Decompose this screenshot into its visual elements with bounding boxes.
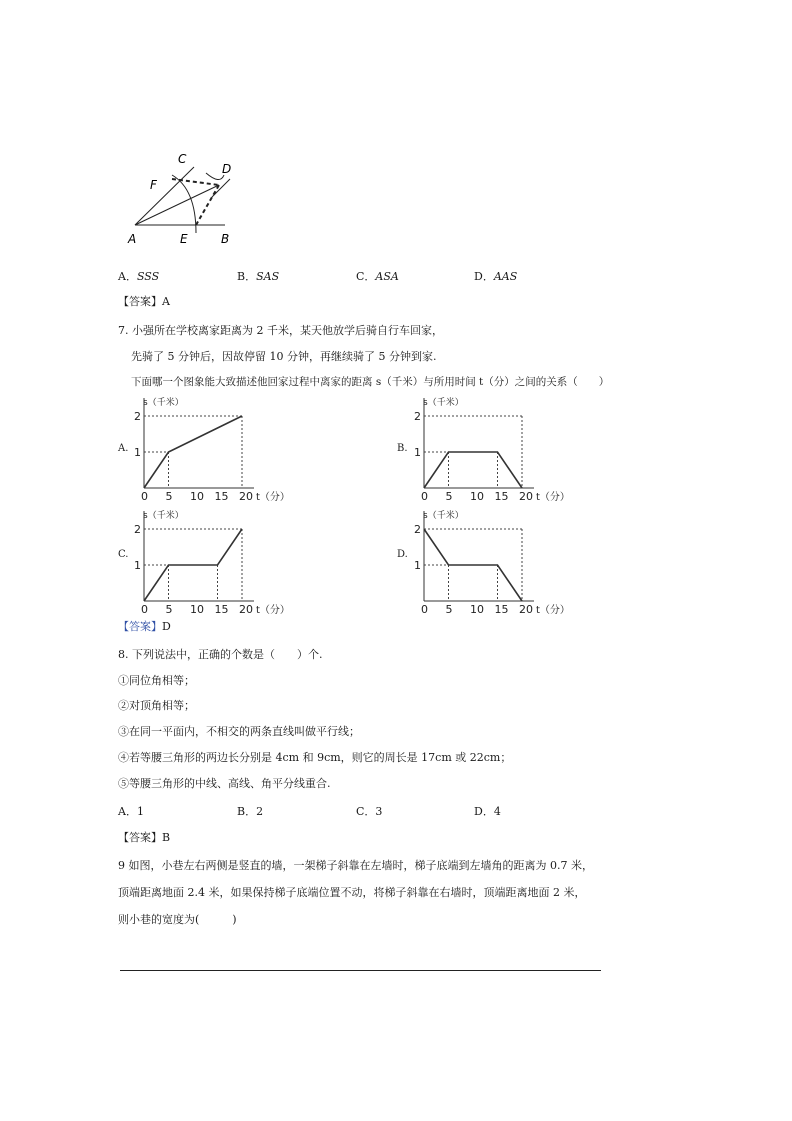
y-tick-label: 1: [134, 446, 141, 459]
q8-answer: 【答案】B: [118, 831, 171, 844]
x-axis-label: t（分）: [256, 492, 290, 502]
x-tick-label: 10: [190, 490, 204, 502]
q8-item-2: ②对顶角相等；: [118, 699, 195, 712]
ray-ac: [135, 167, 194, 225]
series-line: [144, 529, 242, 601]
q9-line2: 顶端距离地面 2.4 米，如果保持梯子底端位置不动，将梯子斜靠在右墙时，顶端距离地面 2 米，: [118, 886, 586, 899]
q9-line3: 则小巷的宽度为( ): [118, 913, 237, 926]
x-tick-label: 5: [165, 603, 173, 615]
q7-answer: 【答案】D: [118, 620, 171, 633]
x-tick-label: 0: [141, 490, 148, 502]
q8-option-c: C．3: [356, 805, 383, 818]
x-axis-label: t（分）: [536, 492, 570, 502]
series-line: [424, 529, 522, 601]
x-tick-label: 15: [214, 490, 229, 502]
x-tick-label: 20: [239, 490, 253, 502]
x-axis-label: t（分）: [256, 605, 290, 615]
x-tick-label: 5: [445, 603, 453, 615]
q8-stem: 8. 下列说法中，正确的个数是（ ）个.: [118, 648, 323, 661]
y-axis-label: s（千米）: [143, 398, 184, 408]
y-tick-label: 1: [414, 446, 421, 459]
q6-option-d: D．AAS: [474, 270, 518, 283]
q6-option-b: B．SAS: [237, 270, 280, 283]
arc-fe: [172, 175, 196, 233]
x-tick-label: 20: [519, 603, 533, 615]
x-tick-label: 10: [470, 490, 484, 502]
x-tick-label: 0: [421, 490, 428, 502]
chart-c-option: C.: [118, 549, 129, 560]
q8-item-5: ⑤等腰三角形的中线、高线、角平分线重合.: [118, 777, 331, 790]
x-tick-label: 0: [421, 603, 428, 615]
chart-a-option: A.: [118, 443, 129, 454]
x-tick-label: 15: [214, 603, 229, 615]
geometry-figure: [120, 145, 240, 250]
y-axis-label: s（千米）: [423, 511, 464, 521]
label-c: C: [178, 152, 187, 166]
x-tick-label: 20: [519, 490, 533, 502]
y-axis-label: s（千米）: [143, 511, 184, 521]
x-tick-label: 20: [239, 603, 253, 615]
chart-c: [130, 505, 300, 615]
y-tick-label: 2: [134, 523, 141, 536]
q8-option-d: D．4: [474, 805, 501, 818]
y-tick-label: 2: [134, 410, 141, 423]
y-tick-label: 1: [414, 559, 421, 572]
chart-b-option: B.: [397, 443, 408, 454]
q8-item-1: ①同位角相等；: [118, 674, 195, 687]
x-tick-label: 15: [494, 490, 509, 502]
x-axis-label: t（分）: [536, 605, 570, 615]
q9-line1: 9 如图，小巷左右两侧是竖直的墙，一架梯子斜靠在左墙时，梯子底端到左墙角的距离为 0.7 米，: [118, 859, 593, 872]
chart-d-option: D.: [397, 549, 408, 560]
label-a: A: [128, 232, 137, 246]
x-tick-label: 5: [445, 490, 453, 502]
label-d: D: [222, 162, 232, 176]
label-e: E: [180, 232, 188, 246]
y-tick-label: 2: [414, 523, 421, 536]
y-tick-label: 2: [414, 410, 421, 423]
x-tick-label: 10: [190, 603, 204, 615]
q6-answer: 【答案】A: [118, 295, 170, 308]
x-tick-label: 5: [165, 490, 173, 502]
q7-line1: 7. 小强所在学校离家距离为 2 千米，某天他放学后骑自行车回家，: [118, 324, 443, 337]
q7-line2: 先骑了 5 分钟后，因故停留 10 分钟，再继续骑了 5 分钟到家.: [131, 350, 437, 363]
q8-option-b: B．2: [237, 805, 264, 818]
q6-option-c: C．ASA: [356, 270, 399, 283]
q6-option-a: A．SSS: [118, 270, 160, 283]
chart-d: [410, 505, 580, 615]
x-tick-label: 0: [141, 603, 148, 615]
y-tick-label: 1: [134, 559, 141, 572]
series-line: [144, 416, 242, 488]
x-tick-label: 10: [470, 603, 484, 615]
q8-item-4: ④若等腰三角形的两边长分别是 4cm 和 9cm，则它的周长是 17cm 或 22cm；: [118, 751, 512, 764]
q8-option-a: A．1: [118, 805, 144, 818]
q7-line3: 下面哪一个图象能大致描述他回家过程中离家的距离 s（千米）与所用时间 t（分）之间的关系（ ）: [131, 376, 610, 388]
y-axis-label: s（千米）: [423, 398, 464, 408]
label-b: B: [221, 232, 230, 246]
series-line: [424, 452, 522, 488]
x-tick-label: 15: [494, 603, 509, 615]
q8-item-3: ③在同一平面内，不相交的两条直线叫做平行线；: [118, 725, 360, 738]
chart-a: [130, 392, 300, 502]
footer-rule: [120, 970, 601, 971]
label-f: F: [150, 178, 157, 192]
chart-b: [410, 392, 580, 502]
